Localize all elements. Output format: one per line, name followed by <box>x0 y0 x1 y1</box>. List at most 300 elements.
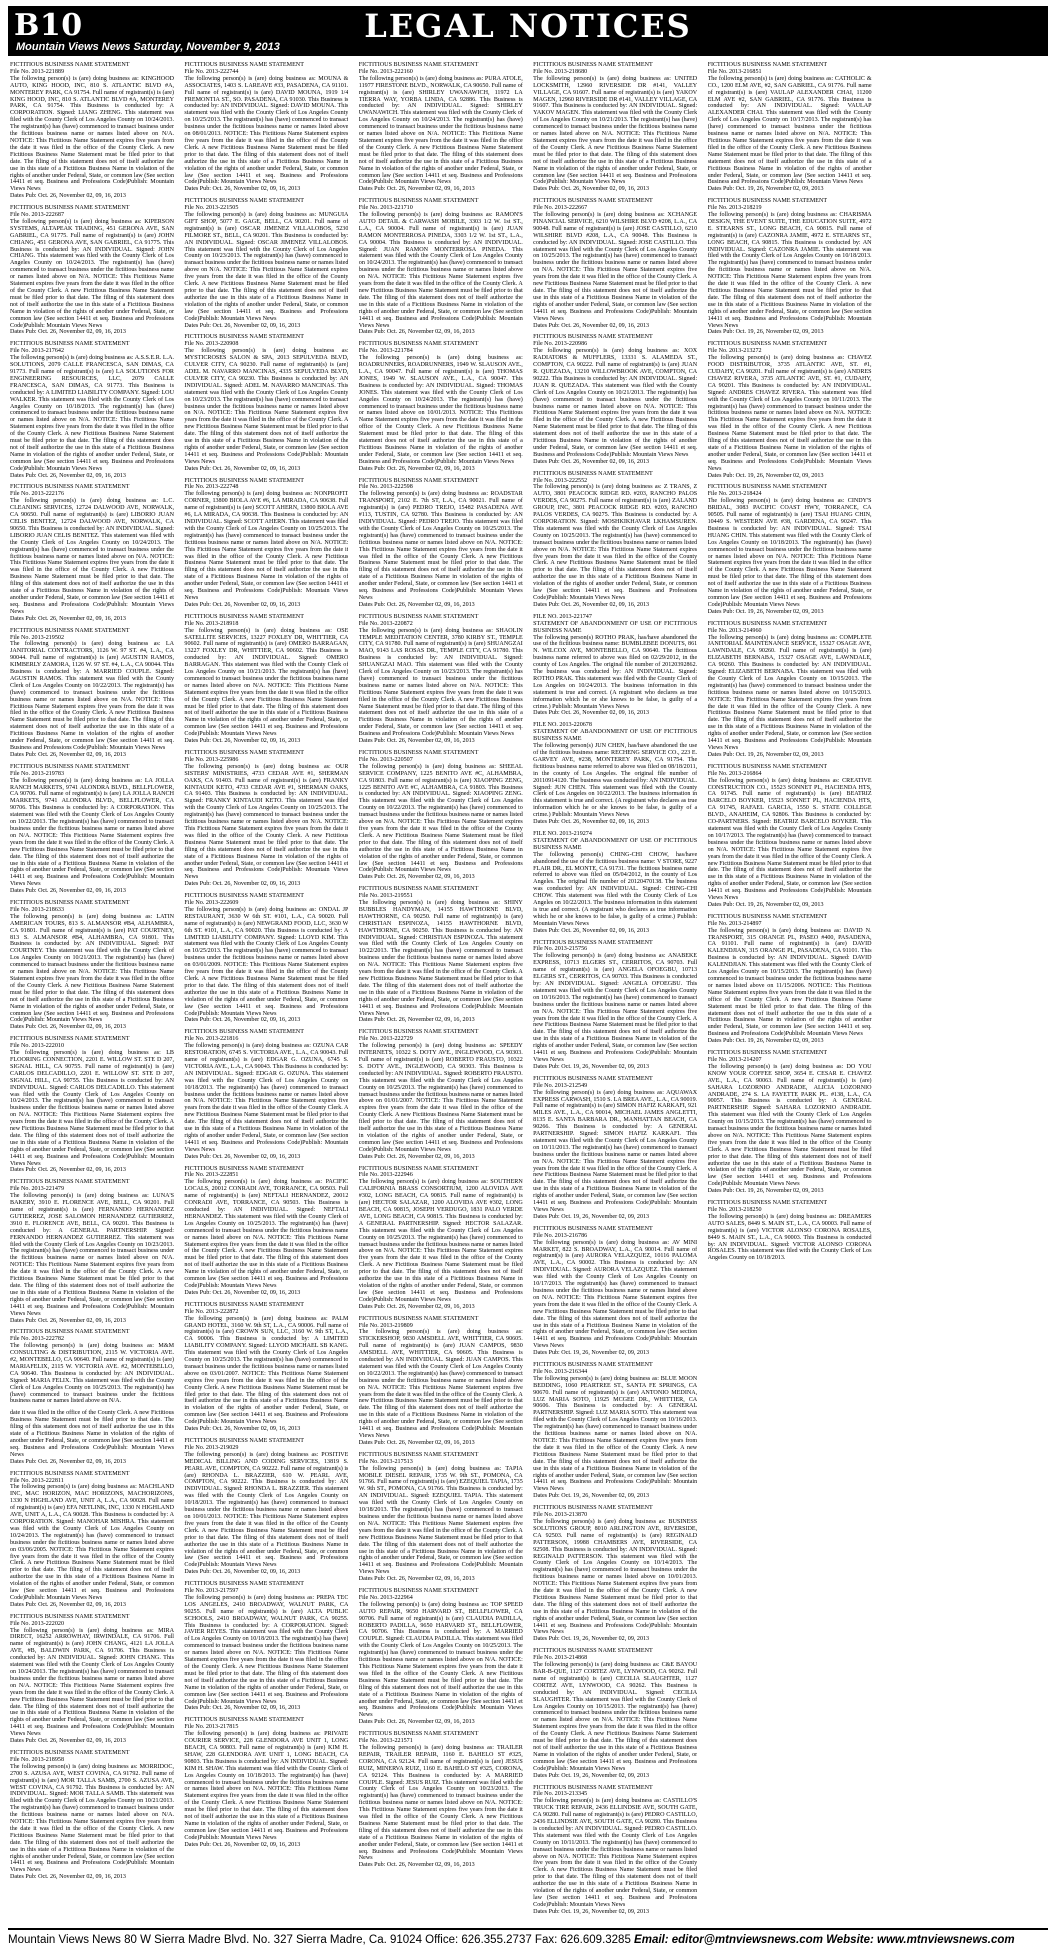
notice-heading: FICTITIOUS BUSINESS NAME STATEMENT <box>533 470 653 477</box>
notice-body: The following person(s) is (are) doing business as: LATIN AMERICAN TOURS, 813 S. ALMANSOR #B4, ALHAMBRA, CA 91801. Full name of registrant(s) is (are) PAT COURTNEY, 813 S. ALMANSOR #B4, ALHAMBRA, CA 91801. This Business is conducted by: AN INDIVIDUAL. Signed: PAT COURTNEY. This statement was filed with the County Clerk of Los Angeles County on 10/21/2013. The registrant(s) has (have) commenced to transact business under the fictitious business name or names listed above on N/A. NOTICE: This Fictitious Name Statement expires five years from the date it was filed in the office of the County Clerk. A new Fictitious Business Name Statement must be filed prior to that date. The filing of this statement does not of itself authorize the use in this state of a Fictitious Business Name in violation of the rights of another under Federal, State, or common law (See section 14411 et seq. Business and Professions Code)Publish: Mountain Views News <box>10 913 174 1024</box>
notice-pub-dates: Dates Pub: Oct. 26, November 02, 09, 16, 2013 <box>10 1738 126 1745</box>
notice-heading: FICTITIOUS BUSINESS NAME STATEMENT <box>533 1075 653 1082</box>
notice-pub-dates: Dates Pub: Oct. 26, November 02, 09, 16, 2013 <box>533 927 650 934</box>
legal-notice <box>533 940 697 1071</box>
legal-notice <box>359 341 523 472</box>
notice-file-number: File No. 2013-222964 <box>358 1594 413 1601</box>
notice-body: The following person(s) is (are) doing business as: C&E BAYOU BAR-B-QUE, 1127 CORTEZ AVE, LYNWOOD, CA 90262. Full name of registrant(s) is (are) CECILIA SLAUGHTER, 1127 CORTEZ AVE, LYNWOOD, CA 90262. This Business is conducted by: AN INDIVIDUAL. Signed: CECILIA SLAUGHTER. This statement was filed with the County Clerk of Los Angeles County on 10/15/2013. The registrant(s) has (have) commenced to transact business under the fictitious business name or names listed above on N/A. NOTICE: This Fictitious Name Statement expires five years from the date it was filed in the office of the County Clerk. A new Fictitious Business Name Statement must be filed prior to that date. The filing of this statement does not of itself authorize the use in this state of a Fictitious Business Name in violation of the rights of another under Federal, State, or common law (See section 14411 et seq. Business and Professions Code)Publish: Mountain Views News <box>533 1662 698 1772</box>
notice-pub-dates: Dates Pub: Oct. 26, November 02, 09, 16, 2013 <box>184 322 301 329</box>
notice-file-number: File No. 2013-219783 <box>10 770 64 777</box>
notice-body: The following person(s) is (are) doing business as: AV MINI MARKET, 822 S. BROADWAY, L.A., CA 90014. Full name of registrant(s) is (are) AURORA VELAZQUEZ, 10116 PALOMA AVE, L.A., CA 90002. This Business is conducted by: AN INDIVIDUAL. Signed: AURORA VELAZQUEZ. This statement was filed with the County Clerk of Los Angeles County on 10/17/2013. The registrant(s) has (have) commenced to transact business under the fictitious business name or names listed above on N/A. NOTICE: This Fictitious Name Statement expires five years from the date it was filed in the office of the County Clerk. A new Fictitious Business Name Statement must be filed prior to that date. The filing of this statement does not of itself authorize the use in this state of a Fictitious Business Name in violation of the rights of another under Federal, State, or common law (See section 14411 et seq. Business and Professions Code)Publish: Mountain Views News <box>533 1239 698 1350</box>
notice-body: The following person(s) is (are) doing business as: OZUNA CAR RESTORATION, 6745 S. VICTORIA AVE., L.A., CA 90043. Full name of registrant(s) is (are) EDGAR G. OZUNA, 6745 S. VICTORIA AVE., L.A., CA 90043. This Business is conducted by: AN INDIVIDUAL. Signed: EDGAR G. OZUNA. This statement was filed with the County Clerk of Los Angeles County on 10/18/2013. The registrant(s) has (have) commenced to transact business under the fictitious business name or names listed above on N/A. NOTICE: This Fictitious Name Statement expires five years from the date it was filed in the office of the County Clerk. A new Fictitious Business Name Statement must be filed prior to that date. The filing of this statement does not of itself authorize the use in this state of a Fictitious Business Name in violation of the rights of another under Federal, State, or common law (See section 14411 et seq. Business and Professions Code)Publish: Mountain Views News <box>184 1043 349 1153</box>
notice-file-number: File No. 2013-222552 <box>533 477 588 484</box>
notice-heading: FICTITIOUS BUSINESS NAME STATEMENT <box>10 62 130 68</box>
notice-heading: FICTITIOUS BUSINESS NAME STATEMENT <box>10 1329 130 1336</box>
notice-heading: FICTITIOUS BUSINESS NAME STATEMENT <box>533 939 653 946</box>
notice-file-number: File No. 2013-220507 <box>358 756 413 763</box>
masthead <box>8 6 1048 56</box>
legal-notice <box>359 750 523 881</box>
legal-notice <box>10 205 174 336</box>
legal-notice <box>10 1410 174 1465</box>
notice-body: The following person(s) is (are) doing business as: SPEEDY INTERNETS, 10322 S. DOTY AVE., INGLEWOOD, CA 90303. Full name of registrant(s) is (are) ROBERTO FRAUSTO, 10322 S. DOTY AVE., INGLEWOOD, CA 90303. This Business is conducted by: AN INDIVIDUAL. Signed: ROBERTO FRAUSTO. This statement was filed with the County Clerk of Los Angeles County on 10/25/2013. The registrant(s) has (have) commenced to transact business under the fictitious business name or names listed above on 01/01/2007. NOTICE: This Fictitious Name Statement expires five years from the date it was filed in the office of the County Clerk. A new Fictitious Business Name Statement must be filed prior to that date. The filing of this statement does not of itself authorize the use in this state of a Fictitious Business Name in violation of the rights of another under Federal, State, or common law (See section 14411 et seq. Business and Professions Code)Publish: Mountain Views News <box>358 1043 523 1153</box>
legal-notice <box>10 341 174 479</box>
legal-notice <box>708 484 872 615</box>
notice-file-number: File No. 2013-217642 <box>10 348 64 355</box>
notice-body: The following person(s) is (are) doing business as: PRIVATE COURIER SERVICE, 228 GLENDORA AVE UNIT 1, LONG BEACH, CA 90803. Full name of registrant(s) is (are) KIM H. SHAW, 228 GLENDORA AVE UNIT 1, LONG BEACH, CA 90803. This Business is conducted by: AN INDIVIDUAL. Signed: KIM H. SHAW. This statement was filed with the County Clerk of Los Angeles County on 10/18/2013. The registrant(s) has (have) commenced to transact business under the fictitious business name or names listed above on N/A. NOTICE: This Fictitious Name Statement expires five years from the date it was filed in the office of the County Clerk. A new Fictitious Business Name Statement must be filed prior to that date. The filing of this statement does not of itself authorize the use in this state of a Fictitious Business Name in violation of the rights of another under Federal, State, or common law (See section 14411 et seq. Business and Professions Code)Publish: Mountain Views News <box>184 1731 349 1841</box>
notice-body: The following person(s) is (are) doing business as: L.C. CLEANING SERVICES, 12724 DALWOOD AVE, NORWALK, CA 90650. Full name of registrant(s) is (are) LIBORIO JUAN CELIS BENITEZ, 12724 DALWOOD AVE, NORWALK, CA 90650. This Business is conducted by: AN INDIVIDUAL. Signed: LIBORIO JUAN CELIS BENITEZ. This statement was filed with the County Clerk of Los Angeles County on 10/24/2013. The registrant(s) has (have) commenced to transact business under the fictitious business name or names listed above on N/A. NOTICE: This Fictitious Name Statement expires five years from the date it was filed in the office of the County Clerk. A new Fictitious Business Name Statement must be filed prior to that date. The filing of this statement does not of itself authorize the use in this state of a Fictitious Business Name in violation of the rights of another under Federal, State, or common law (See section 14411 et seq. Business and Professions Code)Publish: Mountain Views News <box>10 498 174 615</box>
notice-heading: FICTITIOUS BUSINESS NAME STATEMENT <box>707 1200 828 1207</box>
notice-file-number: File No. 2013-222729 <box>358 1036 413 1043</box>
notice-pub-dates: Dates Pub: Oct. 26, November 02, 09, 16, 2013 <box>533 322 650 329</box>
notice-body: The following person(s) is (are) doing business as: OUR SISTERS' MINISTRIES, 4733 CEDAR AVE #1, SHERMAN OAKS, CA 91403. Full name of registrant(s) is (are) FRANKY KINTAUDI KETO, 4733 CEDAR AVE #1, SHERMAN OAKS, CA 91403. This Business is conducted by: AN INDIVIDUAL. Signed: FRANKY KINTAUDI KETO. This statement was filed with the County Clerk of Los Angeles County on 10/25/2013. The registrant(s) has (have) commenced to transact business under the fictitious business name or names listed above on N/A. NOTICE: This Fictitious Name Statement expires five years from the date it was filed in the office of the County Clerk. A new Fictitious Business Name Statement must be filed prior to that date. The filing of this statement does not of itself authorize the use in this state of a Fictitious Business Name in violation of the rights of another under Federal, State, or common law (See section 14411 et seq. Business and Professions Code)Publish: Mountain Views News <box>184 763 349 881</box>
legal-notice <box>708 198 872 336</box>
notice-pub-dates: Dates Pub: Oct. 19, 26, November 02, 09, 2013 <box>707 751 824 758</box>
notice-file-number: File No. 2013-221505 <box>184 205 239 212</box>
notice-pub-dates: Dates Pub: Oct. 26, November 02, 09, 16, 2013 <box>358 1862 475 1869</box>
notice-body: The following person(s) is (are) doing business as: KIPERSON SYSTEMS, ALTAPEAK TRADING, 451 GERONA AVE, SAN GABRIEL, CA 91775. Full name of registrant(s) is (are) JOHN CHIANG, 451 GERONA AVE, SAN GABRIEL, CA 91775. This Business is conducted by: AN INDIVIDUAL. Signed: JOHN CHIANG. This statement was filed with the County Clerk of Los Angeles County on 10/24/2013. The registrant(s) has (have) commenced to transact business under the fictitious business name or names listed above on N/A. NOTICE: This Fictitious Name Statement expires five years from the date it was filed in the office of the County Clerk. A new Fictitious Business Name Statement must be filed prior to that date. The filing of this statement does not of itself authorize the use in this state of a Fictitious Business Name in violation of the rights of another under Federal, State, or common law (See section 14411 et seq. Business and Professions Code)Publish: Mountain Views News <box>10 218 174 329</box>
legal-notice <box>708 621 872 759</box>
notice-file-number: File No. 2013-222667 <box>533 205 588 212</box>
notice-body: The following person(s) is (are) doing business as: LB FLOORING CONNECTION, 2201 E. WILLOW ST. STE D 207, SIGNAL HILL, CA 90755. Full name of registrant(s) is (are) CARLOS DELCADILLO, 2201 E. WILLOW ST. STE D 207, SIGNAL HILL, CA 90755. This Business is conducted by: AN INDIVIDUAL. Signed: CARLOS DELCADILLO. This statement was filed with the County Clerk of Los Angeles County on 10/24/2013. The registrant(s) has (have) commenced to transact business under the fictitious business name or names listed above on N/A. NOTICE: This Fictitious Name Statement expires five years from the date it was filed in the office of the County Clerk. A new Fictitious Business Name Statement must be filed prior to that date. The filing of this statement does not of itself authorize the use in this state of a Fictitious Business Name in violation of the rights of another under Federal, State, or common law (See section 14411 et seq. Business and Professions Code)Publish: Mountain Views News <box>10 1050 174 1167</box>
publication-line: Mountain Views News Saturday, November 9, 2013 <box>16 41 280 53</box>
notice-heading: FICTITIOUS BUSINESS NAME STATEMENT <box>10 1470 130 1477</box>
notice-pub-dates: Dates Pub: Oct. 26, November 02, 09, 16, 2013 <box>358 1153 475 1160</box>
notice-pub-dates: Dates Pub: Oct. 19, 26, November 02, 09, 2013 <box>707 901 824 908</box>
notice-heading: FICTITIOUS BUSINESS NAME STATEMENT <box>358 62 479 68</box>
notice-body: The following person(s) is (are) doing business as: M&M CONSULTING & DISTRIBUTION, 2115 W. VICTORIA AVE. #2, MONTEBELLO, CA 90640. Full name of registrant(s) is (are) MARIAFELIX, 2115 W. VICTORIA AVE. #2, MONTEBELLO, CA 90640. This Business is conducted by: AN INDIVIDUAL. Signed: MARIA FELIX. This statement was filed with the County Clerk of Los Angeles County on 10/25/2013. The registrant(s) has (have) commenced to transact business under the fictitious business name or names listed above on N/A. <box>10 1343 174 1405</box>
notice-pub-dates: Dates Pub: Oct. 26, November 02, 09, 16, 2013 <box>358 329 475 336</box>
notice-body: The following person(s) is (are) doing business as: OSE SATELLITE SERVICES, 13227 FOXLEY DR, WHITTIER, CA 90602. Full name of registrant(s) is (are) OMERO BARRAGAN, 13227 FOXLEY DR, WHITTIER, CA 90602. This Business is conducted by: AN INDIVIDUAL. Signed: OMERO BARRAGAN. This statement was filed with the County Clerk of Los Angeles County on 10/21/2013. The registrant(s) has (have) commenced to transact business under the fictitious business name or names listed above on N/A. NOTICE: This Fictitious Name Statement expires five years from the date it was filed in the office of the County Clerk. A new Fictitious Business Name Statement must be filed prior to that date. The filing of this statement does not of itself authorize the use in this state of a Fictitious Business Name in violation of the rights of another under Federal, State, or common law (See section 14411 et seq. Business and Professions Code)Publish: Mountain Views News <box>184 627 349 738</box>
notice-pub-dates: Dates Pub: Oct. 26, November 02, 09, 16, 2013 <box>184 465 301 472</box>
notice-file-number: File No. 2013-222010 <box>10 1043 64 1050</box>
notice-body: The following person(s) is (are) doing business as: DO YOU KNOW YOUR COFFEE SHOP, 3654 E. CESAR E. CHAVEZ AVE., L.A., CA 90063. Full name of registrant(s) is (are) SAHARA LOZORNIO ANDRADE, ALICIA LOZORNIO ANDRADE, 274 S. LA FAYETTE PARK PL. #138, L.A., CA 90057. This Business is conducted by: A GENERAL PARTNERSHIP. Signed: SAHARA LOZORNIO ANDRADE. This statement was filed with the County Clerk of Los Angeles County on 10/15/2013. The registrant(s) has (have) commenced to transact business under the fictitious business name or names listed above on N/A. NOTICE: This Fictitious Name Statement expires five years from the date it was filed in the office of the County Clerk. A new Fictitious Business Name Statement must be filed prior to that date. The filing of this statement does not of itself authorize the use in this state of a Fictitious Business Name in violation of the rights of another under Federal, State, or common law (See section 14411 et seq. Business and Professions Code)Publish: Mountain Views News <box>707 1063 872 1188</box>
notice-pub-dates: Dates Pub: Oct. 26, November 02, 09, 16, 2013 <box>184 1705 301 1712</box>
notice-heading: FICTITIOUS BUSINESS NAME STATEMENT <box>10 1036 130 1043</box>
notice-pub-dates: Dates Pub: Oct. 26, November 02, 09, 16, 2013 <box>358 186 475 193</box>
notice-heading: FILE NO. 2013-221747 <box>533 613 592 620</box>
notice-body: The following person(s) is (are) doing business as: SHAOLIN TEMPLE MEDITATION CENTER, 3780 KIRBY ST., TEMPLE CITY, CA 91780. Full name of registrant(s) is (are) SHUANGZAI MAO, 9143 LAS ROSAS DR., TEMPLE CITY, CA 91780. This Business is conducted by: AN INDIVIDUAL. Signed: SHUANGZAI MAO. This statement was filed with the County Clerk of Los Angeles County on 10/23/2013. The registrant(s) has (have) commenced to transact business under the fictitious business name or names listed above on N/A. NOTICE: This Fictitious Name Statement expires five years from the date it was filed in the office of the County Clerk. A new Fictitious Business Name Statement must be filed prior to that date. The filing of this statement does not of itself authorize the use in this state of a Fictitious Business Name in violation of the rights of another under Federal, State, or common law (See section 14411 et seq. Business and Professions Code)Publish: Mountain Views News <box>358 627 523 738</box>
notice-body: The following person(s) is (are) doing business as: MORRIDOC, 2700 S. AZUSA AVE, WEST COVINA, CA 91792. Full name of registrant(s) is (are) MOR TALLA SAMB, 2700 S. AZUSA AVE, WEST COVINA, CA 91792. This Business is conducted by: AN INDIVIDUAL. Signed: MOR TALLA SAMB. This statement was filed with the County Clerk of Los Angeles County on 10/21/2013. The registrant(s) has (have) commenced to transact business under the fictitious business name or names listed above on N/A. NOTICE: This Fictitious Name Statement expires five years from the date it was filed in the office of the County Clerk. A new Fictitious Business Name Statement must be filed prior to that date. The filing of this statement does not of itself authorize the use in this state of a Fictitious Business Name in violation of the rights of another under Federal, State, or common law (See section 14411 et seq. Business and Professions Code)Publish: Mountain Views News <box>10 1763 174 1874</box>
notice-pub-dates: Dates Pub: Oct. 19, 26, November 02, 09, 2013 <box>707 608 824 615</box>
section-title: LEGAL NOTICES <box>364 7 692 45</box>
notice-file-number: File No. 2013-218250 <box>707 1207 762 1213</box>
notice-pub-dates: Dates Pub: Oct. 19, 26, November 02, 09, 2013 <box>707 1038 824 1045</box>
notice-pub-dates: Dates Pub: Oct. 19, 26, November 02, 09, 2013 <box>533 1063 650 1070</box>
legal-notice <box>10 62 174 200</box>
notice-body: The following person(s) ROTHO PRAK, has/have abandoned the use of the fictitious business name: BUMBLEBEE DONUTS, 861 N. WILCOX AVE, MONTEBELLO, CA 90640. The fictitious business name referred to above was filed on 02/29/2012, in the county of Los Angeles. The original file number of 20120392862. The business was conducted by: AN INDIVIDUAL. Signed: ROTHO PRAK. This statement was filed with the County Clerk of Los Angeles on 10/24/2013. The business information in this statement is true and correct. (A registrant who declares as true information which he or she knows to be false, is guilty of a crime.) Publish: Mountain Views News <box>533 634 698 710</box>
legal-notice <box>533 1362 697 1500</box>
notice-body: The following person(s) is (are) doing business as: LA JOLLA RANCH MARKETS, 9741 ALONDRA BLVD., BELLFLOWER, CA 90706. Full name of registrant(s) is (are) LA JOLLA RANCH MARKETS, 9741 ALONDRA BLVD., BELLFLOWER, CA 90706. This Business is conducted by: A CORPORATION. This statement was filed with the County Clerk of Los Angeles County on 10/22/2013. The registrant(s) has (have) commenced to transact business under the fictitious business name or names listed above on N/A. NOTICE: This Fictitious Name Statement expires five years from the date it was filed in the office of the County Clerk. A new Fictitious Business Name Statement must be filed prior to that date. The filing of this statement does not of itself authorize the use in this state of a Fictitious Business Name in violation of the rights of another under Federal, State, or common law (See section 14411 et seq. Business and Professions Code)Publish: Mountain Views News <box>10 777 174 888</box>
notice-heading: FICTITIOUS BUSINESS NAME STATEMENT <box>358 613 479 620</box>
legal-notice <box>10 900 174 1031</box>
notice-pub-dates: Dates Pub: Oct. 26, November 02, 09, 16, 2013 <box>184 738 301 745</box>
notice-file-number: File No. 2013-221784 <box>358 348 413 355</box>
notice-body: The following person(s) is (are) doing business as: TAPIA MOBILE DIESEL REPAIR, 1735 W. 9th ST., POMONA, CA 91766. Full name of registrant(s) is (are) EZEQUIEL TAPIA, 1735 W. 9th ST., POMONA, CA 91766. This Business is conducted by: AN INDIVIDUAL. Signed: EZEQUIEL TAPIA. This statement was filed with the County Clerk of Los Angeles County on 10/18/2013. The registrant(s) has (have) commenced to transact business under the fictitious business name or names listed above on N/A. NOTICE: This Fictitious Name Statement expires five years from the date it was filed in the office of the County Clerk. A new Fictitious Business Name Statement must be filed prior to that date. The filing of this statement does not of itself authorize the use in this state of a Fictitious Business Name in violation of the rights of another under Federal, State, or common law (See section 14411 et seq. Business and Professions Code)Publish: Mountain Views News <box>358 1465 523 1576</box>
legal-notice <box>184 334 348 472</box>
notice-heading: FICTITIOUS BUSINESS NAME STATEMENT <box>184 477 304 484</box>
notice-heading: FICTITIOUS BUSINESS NAME STATEMENT <box>184 1581 304 1588</box>
page-number: B10 <box>14 8 83 43</box>
notice-file-number: File No. 2013-217597 <box>184 1588 239 1595</box>
notice-pub-dates: Dates Pub: Oct. 26, November 02, 09, 16, 2013 <box>10 1167 126 1174</box>
legal-notice <box>359 62 523 193</box>
notice-body: The following person(s) is (are) doing business as: UNITED LOCKSMITH, 12960 RIVERSIDE DR #141, VALLEY VILLAGE, CA 91607. Full name of registrant(s) is (are) YAKOV MAGEN, 12960 RIVERSIDE DR #141, VALLEY VILLAGE, CA 91607. This Business is conducted by: AN INDIVIDUAL. Signed: YAKOV MAGEN. This statement was filed with the County Clerk of Los Angeles County on 10/21/2013. The registrant(s) has (have) commenced to transact business under the fictitious business name or names listed above on N/A. NOTICE: This Fictitious Name Statement expires five years from the date it was filed in the office of the County Clerk. A new Fictitious Business Name Statement must be filed prior to that date. The filing of this statement does not of itself authorize the use in this state of a Fictitious Business Name in violation of the rights of another under Federal, State, or common law (See section 14411 et seq. Business and Professions Code)Publish: Mountain Views News <box>533 75 698 186</box>
notice-pub-dates: Dates Pub: Oct. 26, November 02, 09, 16, 2013 <box>184 1426 301 1433</box>
notice-file-number: File No. 2013-221571 <box>358 1738 413 1745</box>
notice-heading: FICTITIOUS BUSINESS NAME STATEMENT <box>358 1451 479 1458</box>
notice-file-number: File No. 2013-220908 <box>184 341 239 348</box>
notice-pub-dates: Dates Pub: Oct. 26, November 02, 09, 16, 2013 <box>358 601 475 608</box>
notice-body: The following person(s) is (are) doing business as: NONPROFIT CORNER, 13800 BIOLA AVE #6, LA MIRADA, CA 90638. Full name of registrant(s) is (are) SCOTT AHERN, 13800 BIOLA AVE #6, LA MIRADA, CA 90638. This Business is conducted by: AN INDIVIDUAL. Signed: SCOTT AHERN. This statement was filed with the County Clerk of Los Angeles County on 10/25/2013. The registrant(s) has (have) commenced to transact business under the fictitious business name or names listed above on N/A. NOTICE: This Fictitious Name Statement expires five years from the date it was filed in the office of the County Clerk. A new Fictitious Business Name Statement must be filed prior to that date. The filing of this statement does not of itself authorize the use in this state of a Fictitious Business Name in violation of the rights of another under Federal, State, or common law (See section 14411 et seq. Business and Professions Code)Publish: Mountain Views News <box>184 491 349 601</box>
notice-body: The following person(s) is (are) doing business as: CHARISMA DESIGN, THE EVENT SUITE, THE EDUCATION SUITE, 4972 E. STEARNS ST., LONG BEACH, CA 90815. Full name of registrant(s) is (are) CAZONRA JAMIE, 4972 E. STEARNS ST., LONG BEACH, CA 90815. This Business is conducted by: AN INDIVIDUAL. Signed: CAZONRA JAMIE. This statement was filed with the County Clerk of Los Angeles County on 10/18/2013. The registrant(s) has (have) commenced to transact business under the fictitious business name or names listed above on N/A. NOTICE: This Fictitious Name Statement expires five years from the date it was filed in the office of the County Clerk. A new Fictitious Business Name Statement must be filed prior to that date. The filing of this statement does not of itself authorize the use in this state of a Fictitious Business Name in violation of the rights of another under Federal, State, or common law (See section 14411 et seq. Business and Professions Code)Publish: Mountain Views News <box>707 212 872 329</box>
notice-pub-dates: Dates Pub: Oct. 26, November 02, 09, 16, 2013 <box>533 710 650 717</box>
notice-heading: FICTITIOUS BUSINESS NAME STATEMENT <box>707 484 828 491</box>
notice-file-number: File No. 2013-217815 <box>184 1724 239 1731</box>
notice-pub-dates: Dates Pub: Oct. 26, November 02, 09, 16, 2013 <box>10 472 126 479</box>
notice-pub-dates: Dates Pub: Oct. 26, November 02, 09, 16, 2013 <box>533 186 650 193</box>
notice-heading: FICTITIOUS BUSINESS NAME STATEMENT <box>10 484 130 491</box>
legal-notice <box>184 614 348 745</box>
notice-heading: FICTITIOUS BUSINESS NAME STATEMENT <box>533 1362 653 1369</box>
legal-notice <box>184 1717 348 1848</box>
notice-heading: FICTITIOUS BUSINESS NAME STATEMENT <box>358 1029 479 1036</box>
legal-notice <box>10 1614 174 1745</box>
notice-heading: FICTITIOUS BUSINESS NAME STATEMENT <box>184 1438 304 1444</box>
notice-heading: FICTITIOUS BUSINESS NAME STATEMENT <box>707 1050 828 1057</box>
notice-columns <box>10 62 1046 1922</box>
notice-file-number: File No. 2013-222851 <box>184 1172 239 1179</box>
notice-body: The following person(s) is (are) doing business as: TRAILER REPAIR, TRAILER REPAIR, 1160 E. BAHELO ST #325, CORONA, CA 92124. Full name of registrant(s) is (are) JESUS RUIZ, MINERVA RUIZ, 1160 E. BAHELO ST #325, CORONA, CA 92124. This Business is conducted by: A MARRIED COUPLE. Signed: JESUS RUIZ. This statement was filed with the County Clerk of Los Angeles County on 10/23/2013. The registrant(s) has (have) commenced to transact business under the fictitious business name or names listed above on N/A. NOTICE: This Fictitious Name Statement expires five years from the date it was filed in the office of the County Clerk. A new Fictitious Business Name Statement must be filed prior to that date. The filing of this statement does not of itself authorize the use in this state of a Fictitious Business Name in violation of the rights of another under Federal, State, or common law (See section 14411 et seq. Business and Professions Code)Publish: Mountain Views News <box>358 1744 523 1862</box>
notice-file-number: File No. 2013-222782 <box>10 1336 64 1343</box>
notice-body: The following person(s) is (are) doing business as: DREAMERS AUTO SALES, 8449 S. MAIN ST., L.A., CA 90003. Full name of registrant(s) is (are) VICTOR ALONSO CORONA ROSALES, 8449 S. MAIN ST., L.A., CA 90003. This Business is conducted by: AN INDIVIDUAL. Signed: VICTOR ALONSO CORONA ROSALES. This statement was filed with the County Clerk of Los Angeles County on 10/18/2013. <box>707 1213 872 1262</box>
notice-pub-dates: Dates Pub: Oct. 26, November 02, 09, 16, 2013 <box>10 193 126 200</box>
notice-pub-dates: Dates Pub: Oct. 26, November 02, 09, 16, 2013 <box>358 874 475 881</box>
notice-file-number: File No. 2013-216786 <box>533 1232 588 1239</box>
notice-body: The following person(s) is (are) doing business as: PREPA TEC LOS ANGELES, 2410 BROADWAY, WALNUT PARK, CA 90255. Full name of registrant(s) is (are) ALTA PUBLIC SCHOOLS, 2410 BROADWAY, WALNUT PARK, CA 90255. This Business is conducted by: A CORPORATION. Signed: JAVIER REYES. This statement was filed with the County Clerk of Los Angeles County on 10/18/2013. The registrant(s) has (have) commenced to transact business under the fictitious business name or names listed above on N/A. NOTICE: This Fictitious Name Statement expires five years from the date it was filed in the office of the County Clerk. A new Fictitious Business Name Statement must be filed prior to that date. The filing of this statement does not of itself authorize the use in this state of a Fictitious Business Name in violation of the rights of another under Federal, State, or common law (See section 14411 et seq. Business and Professions Code)Publish: Mountain Views News <box>184 1594 349 1705</box>
legal-notice <box>533 471 697 609</box>
notice-body: The following person(s) is (are) doing business as: CASTILLO'S TRUCK TIRE REPAIR, 2436 ELLINDSIE AVE, SOUTH GATE, CA 90280. Full name of registrant(s) is (are) PEDRO CASTILLO, 2436 ELLINDSIE AVE, SOUTH GATE, CA 90280. This Business is conducted by: AN INDIVIDUAL. Signed: PEDRO CASTILLO. This statement was filed with the County Clerk of Los Angeles County on 10/11/2013. The registrant(s) has (have) commenced to transact business under the fictitious business name or names listed above on N/A. NOTICE: This Fictitious Name Statement expires five years from the date it was filed in the office of the County Clerk. A new Fictitious Business Name Statement must be filed prior to that date. The filing of this statement does not of itself authorize the use in this state of a Fictitious Business Name in violation of the rights of another under Federal, State, or common law (See section 14411 et seq. Business and Professions Code)Publish: Mountain Views News <box>533 1798 698 1908</box>
notice-body: The following person(s) is (are) doing business as: SHEEAL SERVICE COMPANY, 1225 BENITO AVE #C, ALHAMBRA, CA 91803. Full name of registrant(s) is (are) XIAOPING ZENG, 1225 BENITO AVE #C, ALHAMBRA, CA 91803. This Business is conducted by: AN INDIVIDUAL. Signed: XIAOPING ZENG. This statement was filed with the County Clerk of Los Angeles County on 10/22/2013. The registrant(s) has (have) commenced to transact business under the fictitious business name or names listed above on N/A. NOTICE: This Fictitious Name Statement expires five years from the date it was filed in the office of the County Clerk. A new Fictitious Business Name Statement must be filed prior to that date. The filing of this statement does not of itself authorize the use in this state of a Fictitious Business Name in violation of the rights of another under Federal, State, or common law (See section 14411 et seq. Business and Professions Code)Publish: Mountain Views News <box>358 763 523 874</box>
notice-file-number: File No. 2013-212549 <box>533 1082 588 1089</box>
notice-heading: FICTITIOUS BUSINESS NAME STATEMENT <box>184 62 304 68</box>
notice-file-number: File No. 2013-218958 <box>10 1756 64 1763</box>
legal-notice <box>359 1452 523 1583</box>
notice-body: The following person(s) is (are) doing business as: XOX RADIATORS & MUFFLERS, 13331 S. ALAMEDA ST., COMPTON, CA 90222. Full name of registrant(s) is (are) JUAN R. QUEZADA, 13210 WILLOWBROOK AVE, COMPTON, CA 90222. This Business is conducted by: AN INDIVIDUAL. Signed: JUAN R. QUEZADA. This statement was filed with the County Clerk of Los Angeles County on 10/21/2013. The registrant(s) has (have) commenced to transact business under the fictitious business name or names listed above on N/A. NOTICE: This Fictitious Name Statement expires five years from the date it was filed in the office of the County Clerk. A new Fictitious Business Name Statement must be filed prior to that date. The filing of this statement does not of itself authorize the use in this state of a Fictitious Business Name in violation of the rights of another under Federal, State, or common law (See section 14411 et seq. Business and Professions Code)Publish: Mountain Views News <box>533 348 698 458</box>
notice-pub-dates: Dates Pub: Oct. 26, November 02, 09, 16, 2013 <box>358 1719 475 1726</box>
legal-notice <box>10 628 174 759</box>
legal-notice <box>533 1076 697 1221</box>
legal-notice <box>10 1471 174 1609</box>
notice-file-number: File No. 2013-222020 <box>10 1620 64 1627</box>
notice-file-number: File No. 2013-218680 <box>533 68 588 75</box>
legal-notice <box>359 1316 523 1447</box>
notice-heading: FICTITIOUS BUSINESS NAME STATEMENT <box>533 1784 653 1791</box>
notice-file-number: File No. 2013-222748 <box>184 484 239 491</box>
notice-file-number: File No. 2013-219551 <box>358 893 413 900</box>
notice-pub-dates: Dates Pub: Oct. 26, November 02, 09, 16, 2013 <box>184 1153 301 1160</box>
column-5 <box>708 62 872 1922</box>
legal-notice <box>708 914 872 1045</box>
notice-file-number: File No. 2013-213870 <box>533 1512 588 1519</box>
notice-file-number: File No. 2013-222811 <box>10 1477 64 1484</box>
notice-file-number: File No. 2013-218918 <box>184 620 239 627</box>
notice-pub-dates: Dates Pub: Oct. 19, 26, November 02, 09, 2013 <box>707 1188 824 1195</box>
notice-body: The following person(s) is (are) doing business as: MYSTICROSES SALON & SPA, 2013 SEPULVEDA BLVD, CULVER CITY, CA 90230. Full name of registrant(s) is (are) ADEL M. NAVARRO MANCINAS, 4335 SEPULVEDA BLVD, CULVER CITY, CA 90230. This Business is conducted by: AN INDIVIDUAL. Signed: ADEL M. NAVARRO MANCINAS. This statement was filed with the County Clerk of Los Angeles County on 10/23/2013. The registrant(s) has (have) commenced to transact business under the fictitious business name or names listed above on N/A. NOTICE: This Fictitious Name Statement expires five years from the date it was filed in the office of the County Clerk. A new Fictitious Business Name Statement must be filed prior to that date. The filing of this statement does not of itself authorize the use in this state of a Fictitious Business Name in violation of the rights of another under Federal, State, or common law (See section 14411 et seq. Business and Professions Code)Publish: Mountain Views News <box>184 348 349 465</box>
legal-notice <box>533 722 697 826</box>
legal-notice <box>184 1438 348 1576</box>
notice-pub-dates: Dates Pub: Oct. 19, 26, November 02, 09, 2013 <box>707 472 824 479</box>
notice-file-number: File No. 2013-222598 <box>358 484 413 491</box>
notice-body: The following person(s) is (are) doing business as: MACHLAND INC, MAC HORIZON, MAC HORIZONS, MACHORIZONS, 1330 N HIGHLAND AVE, UNIT A, L.A., CA 90028. Full name of registrant(s) is (are) EFA NETLINK, INC, 1330 N HIGHLAND AVE, UNIT A, L.A., CA 90028. This Business is conducted by: A CORPORATION. Signed: MANOHAR MISHRA. This statement was filed with the County Clerk of Los Angeles County on 10/24/2013. The registrant(s) has (have) commenced to transact business under the fictitious business name or names listed above on 03/06/2005. NOTICE: This Fictitious Name Statement expires five years from the date it was filed in the office of the County Clerk. A new Fictitious Business Name Statement must be filed prior to that date. The filing of this statement does not of itself authorize the use in this state of a Fictitious Business Name in violation of the rights of another under Federal, State, or common law (See section 14411 et seq. Business and Professions Code)Publish: Mountain Views News <box>10 1484 174 1601</box>
notice-heading: FICTITIOUS BUSINESS NAME STATEMENT <box>10 627 130 634</box>
notice-heading: FICTITIOUS BUSINESS NAME STATEMENT <box>358 1588 479 1595</box>
notice-body: The following person(s) is (are) doing business as: ROADSTAR TRANSPORT, 2102 E. 7th ST, L.A., CA 90021. Full name of registrant(s) is (are) PEDRO TREJO, 15482 PASADENA AVE #113, TUSTIN, CA 92780. This Business is conducted by: AN INDIVIDUAL. Signed: PEDRO TREJO. This statement was filed with the County Clerk of Los Angeles County on 10/25/2013. The registrant(s) has (have) commenced to transact business under the fictitious business name or names listed above on N/A. NOTICE: This Fictitious Name Statement expires five years from the date it was filed in the office of the County Clerk. A new Fictitious Business Name Statement must be filed prior to that date. The filing of this statement does not of itself authorize the use in this state of a Fictitious Business Name in violation of the rights of another under Federal, State, or common law (See section 14411 et seq. Business and Professions Code)Publish: Mountain Views News <box>358 491 523 601</box>
notice-body: The following person(s) is (are) doing business as: BLUE MOON BEDDING, 1060 PEARTREE ST., SANTA FE SPRINGS, CA 90670. Full name of registrant(s) is (are) ANTONIO MEDINA, LUZ MARIA SOTO, 11925 MCGEE DR., WHITTIER, CA 90606. This Business is conducted by: A GENERAL PARTNERSHIP. Signed: LUZ MARIA SOTO. This statement was filed with the County Clerk of Los Angeles County on 10/16/2013. The registrant(s) has (have) commenced to transact business under the fictitious business name or names listed above on N/A. NOTICE: This Fictitious Name Statement expires five years from the date it was filed in the office of the County Clerk. A new Fictitious Business Name Statement must be filed prior to that date. The filing of this statement does not of itself authorize the use in this state of a Fictitious Business Name in violation of the rights of another under Federal, State, or common law (See section 14411 et seq. Business and Professions Code)Publish: Mountain Views News <box>533 1375 698 1493</box>
legal-notice <box>184 1029 348 1160</box>
notice-file-number: File No. 2013-213345 <box>533 1791 588 1798</box>
notice-file-number: File No. 2013-218633 <box>10 906 64 913</box>
notice-file-number: File No. 2013-222872 <box>184 1308 239 1315</box>
notice-body: The following person(s) is (are) doing business as: PACIFIC LOCALS, 20012 CONRADI AVE, TORRANCE, CA 90503. Full name of registrant(s) is (are) NEFTALI HERNANDEZ, 20012 CONRADI AVE, TORRANCE, CA 90503. This Business is conducted by: AN INDIVIDUAL. Signed: NEFTALI HERNANDEZ. This statement was filed with the County Clerk of Los Angeles County on 10/25/2013. The registrant(s) has (have) commenced to transact business under the fictitious business name or names listed above on N/A. NOTICE: This Fictitious Name Statement expires five years from the date it was filed in the office of the County Clerk. A new Fictitious Business Name Statement must be filed prior to that date. The filing of this statement does not of itself authorize the use in this state of a Fictitious Business Name in violation of the rights of another under Federal, State, or common law (See section 14411 et seq. Business and Professions Code)Publish: Mountain Views News <box>184 1179 349 1289</box>
legal-notice <box>359 1588 523 1726</box>
notice-file-number: File No. 2013-222609 <box>184 900 239 907</box>
notice-pub-dates: Dates Pub: Oct. 26, November 02, 09, 16, 2013 <box>358 1576 475 1583</box>
notice-heading: FICTITIOUS BUSINESS NAME STATEMENT <box>533 198 653 205</box>
notice-file-number: STATEMENT OF ABANDONMENT OF USE OF FICTITIOUS BUSINESS NAME <box>533 620 698 634</box>
notice-heading: FICTITIOUS BUSINESS NAME STATEMENT <box>10 1179 130 1186</box>
notice-heading: FICTITIOUS BUSINESS NAME STATEMENT <box>533 1648 653 1655</box>
notice-file-number: File No. 2013-219809 <box>358 1322 413 1329</box>
notice-body: The following person(s) is (are) doing business as: MIRA DIRECT, 16252 ARROWHAY, IRWINDALE, CA 91706. Full name of registrant(s) is (are) JOHN CHANG, 4121 LA JOLLA AVE, #B, BALDWIN PARK, CA 91706. This Business is conducted by: AN INDIVIDUAL. Signed: JOHN CHANG. This statement was filed with the County Clerk of Los Angeles County on 10/24/2013. The registrant(s) has (have) commenced to transact business under the fictitious business name or names listed above on N/A. NOTICE: This Fictitious Name Statement expires five years from the date it was filed in the office of the County Clerk. A new Fictitious Business Name Statement must be filed prior to that date. The filing of this statement does not of itself authorize the use in this state of a Fictitious Business Name in violation of the rights of another under Federal, State, or common law (See section 14411 et seq. Business and Professions Code)Publish: Mountain Views News <box>10 1627 174 1738</box>
notice-pub-dates: Dates Pub: Oct. 26, November 02, 09, 16, 2013 <box>184 186 301 193</box>
column-3 <box>359 62 523 1922</box>
notice-heading: FICTITIOUS BUSINESS NAME STATEMENT <box>184 893 304 900</box>
notice-heading: FICTITIOUS BUSINESS NAME STATEMENT <box>358 477 479 484</box>
notice-file-number: File No. 2013-219029 <box>184 1444 239 1451</box>
notice-pub-dates: Dates Pub: Oct. 26, November 02, 09, 16, 2013 <box>10 1024 126 1031</box>
legal-notice <box>708 1050 872 1195</box>
notice-pub-dates: Dates Pub: Oct. 19, 26, November 02, 09, 2013 <box>533 1772 650 1779</box>
legal-notice <box>359 1731 523 1869</box>
notice-body: The following person(s) is (are) doing business as: CHAVEZ FOOD DISTRIBUTOR, 3735 ATLANTIC AVE, ST. #1, CUDAHY, CA 90201. Full name of registrant(s) is (are) ANDRES CHAVEZ RIVERA, 3735 ATLANTIC AVE, ST. #1, CUDAHY, CA 90201. This Business is conducted by: AN INDIVIDUAL. Signed: ANDRES CHAVEZ RIVERA. This statement was filed with the County Clerk of Los Angeles County on 10/11/2013. The registrant(s) has (have) commenced to transact business under the fictitious business name or names listed above on N/A. NOTICE: This Fictitious Name Statement expires five years from the date it was filed in the office of the County Clerk. A new Fictitious Business Name Statement must be filed prior to that date. The filing of this statement does not of itself authorize the use in this state of a Fictitious Business Name in violation of the rights of another under Federal, State, or common law (See section 14411 et seq. Business and Professions Code)Publish: Mountain Views News <box>707 355 872 472</box>
legal-notice <box>184 198 348 329</box>
notice-file-number: File No. 2013-214960 <box>707 627 762 634</box>
legal-notice <box>184 1302 348 1433</box>
notice-heading: FICTITIOUS BUSINESS NAME STATEMENT <box>10 1613 130 1620</box>
column-2 <box>184 62 348 1922</box>
notice-body: The following person(s) CHING-CHI CHOW, has/have abandoned the use of the fictitious business name: V STORE, 9227 FLAIR DR., EL MONTE, CA 91731. The fictitious business name referred to above was filed on 05/04/2012, in the county of Los Angeles. The original file number of 20120470138. The business was conducted by: AN INDIVIDUAL. Signed: CHING-CHI CHOW. This statement was filed with the County Clerk of Los Angeles on 10/22/2013. The business information in this statement is true and correct. (A registrant who declares as true information which he or she knows to be false, is guilty of a crime.) Publish: Mountain Views News <box>533 851 698 927</box>
notice-pub-dates: Dates Pub: Oct. 26, November 02, 09, 16, 2013 <box>533 601 650 608</box>
notice-heading: FICTITIOUS BUSINESS NAME STATEMENT <box>184 613 304 620</box>
footer-contact: Email: editor@mtnviewsnews.com Website: www.mtnviewsnews.com <box>634 1934 1015 1946</box>
legal-notice <box>708 764 872 909</box>
legal-notice <box>10 764 174 895</box>
notice-pub-dates: Dates Pub: Oct. 19, 26, November 02, 09, 2013 <box>707 329 824 336</box>
notice-heading: FICTITIOUS BUSINESS NAME STATEMENT <box>358 1165 479 1172</box>
legal-notice <box>184 750 348 888</box>
notice-body: The following person(s) is (are) doing business as: PALM GRAND HOTEL, 3160 W. 9th ST, L.A., CA 90006. Full name of registrant(s) is (are) CROWN SUN, LLC, 3160 W. 9th ST, L.A., CA 90006. This Business is conducted by: A LIMITED LIABILITY COMPANY. Signed: LLYOD MICHAEL SB KANG. This statement was filed with the County Clerk of Los Angeles County on 10/25/2013. The registrant(s) has (have) commenced to transact business under the fictitious business name or names listed above on 03/01/2007. NOTICE: This Fictitious Name Statement expires five years from the date it was filed in the office of the County Clerk. A new Fictitious Business Name Statement must be filed prior to that date. The filing of this statement does not of itself authorize the use in this state of a Fictitious Business Name in violation of the rights of another under Federal, State, or common law (See section 14411 et seq. Business and Professions Code)Publish: Mountain Views News <box>184 1315 349 1426</box>
notice-pub-dates: Dates Pub: Oct. 19, 26, November 02, 09, 2013 <box>533 1350 650 1357</box>
notice-heading: FICTITIOUS BUSINESS NAME STATEMENT <box>358 1315 479 1322</box>
notice-file-number: STATEMENT OF ABANDONMENT OF USE OF FICTITIOUS BUSINESS NAME <box>533 729 698 743</box>
notice-pub-dates: Dates Pub: Oct. 26, November 02, 09, 16, 2013 <box>10 615 126 622</box>
notice-body: The following person(s) is (are) doing business as: LA JANITORIAL CONTRACTORS, 1126 W. 97 ST. #4, L.A., CA 90044. Full name of registrant(s) is (are) AGUSTIN RAMOS, KIMBERLY ZAMORA, 1126 W. 97 ST. #4, L.A., CA 90044. This Business is conducted by: A MARRIED COUPLE. Signed: AGUSTIN RAMOS. This statement was filed with the County Clerk of Los Angeles County on 10/22/2013. The registrant(s) has (have) commenced to transact business under the fictitious business name or names listed above on N/A. NOTICE: This Fictitious Name Statement expires five years from the date it was filed in the office of the County Clerk. A new Fictitious Business Name Statement must be filed prior to that date. The filing of this statement does not of itself authorize the use in this state of a Fictitious Business Name in violation of the rights of another under Federal, State, or common law (See section 14411 et seq. Business and Professions Code)Publish: Mountain Views News <box>10 641 174 751</box>
notice-body: The following person(s) is (are) doing business as: SOUTHERN CALIFORNIA BRASS CONSORTIUM, 1200 ALOVIDA AVE #302, LONG BEACH, CA 90815. Full name of registrant(s) is (are) HECTOR SALAZAR, 1200 ALOVIDA AVE #302, LONG BEACH, CA 90815, JOSEPH VERDUGO, 1831 PALO VERDE AVE, LONG BEACH, CA 90815. This Business is conducted by: A GENERAL PARTNERSHIP. Signed: HECTOR SALAZAR. This statement was filed with the County Clerk of Los Angeles County on 10/25/2013. The registrant(s) has (have) commenced to transact business under the fictitious business name or names listed above on N/A. NOTICE: This Fictitious Name Statement expires five years from the date it was filed in the office of the County Clerk. A new Fictitious Business Name Statement must be filed prior to that date. The filing of this statement does not of itself authorize the use in this state of a Fictitious Business Name in violation of the rights of another under Federal, State, or common law (See section 14411 et seq. Business and Professions Code)Publish: Mountain Views News <box>358 1179 523 1303</box>
column-6 <box>882 62 1046 1922</box>
notice-body: The following person(s) is (are) doing business as: STICKERSHOP, 9830 AMSDELL AVE, WHITTIER, CA 90605. Full name of registrant(s) is (are) JUAN CAMPOS, 9830 AMSDELL AVE, WHITTIER, CA 90605. This Business is conducted by: AN INDIVIDUAL. Signed: JUAN CAMPOS. This statement was filed with the County Clerk of Los Angeles County on 10/22/2013. The registrant(s) has (have) commenced to transact business under the fictitious business name or names listed above on N/A. NOTICE: This Fictitious Name Statement expires five years from the date it was filed in the office of the County Clerk. A new Fictitious Business Name Statement must be filed prior to that date. The filing of this statement does not of itself authorize the use in this state of a Fictitious Business Name in violation of the rights of another under Federal, State, or common law (See section 14411 et seq. Business and Professions Code)Publish: Mountain Views News <box>358 1329 523 1439</box>
legal-notice <box>184 62 348 193</box>
notice-pub-dates: Dates Pub: Oct. 26, November 02, 09, 16, 2013 <box>10 1601 126 1608</box>
notice-file-number: STATEMENT OF ABANDONMENT OF USE OF FICTITIOUS BUSINESS NAME <box>533 837 698 851</box>
notice-body: The following person(s) is (are) doing business as: POSITIVE MEDICAL BILLING AND CODING SERVICES, 13819 S. PEARL AVE, COMPTON, CA 90222. Full name of registrant(s) is (are) RHONDA L. BRAZZIER, 610 W. PEARL AVE, COMPTON, CA 90222. This Business is conducted by: AN INDIVIDUAL. Signed: RHONDA L. BRAZZIER. This statement was filed with the County Clerk of Los Angeles County on 10/18/2013. The registrant(s) has (have) commenced to transact business under the fictitious business name or names listed above on 10/01/2013. NOTICE: This Fictitious Name Statement expires five years from the date it was filed in the office of the County Clerk. A new Fictitious Business Name Statement must be filed prior to that date. The filing of this statement does not of itself authorize the use in this state of a Fictitious Business Name in violation of the rights of another under Federal, State, or common law (See section 14411 et seq. Business and Professions Code)Publish: Mountain Views News <box>184 1451 349 1569</box>
notice-heading: FICTITIOUS BUSINESS NAME STATEMENT <box>10 1749 130 1756</box>
notice-pub-dates: Dates Pub: Oct. 19, 26, November 02, 09, 2013 <box>707 186 824 193</box>
notice-body: The following person(s) is (are) doing business as: LUNA'S BAKERY, 3910 E. FLORENCE AVE, BELL, CA 90201. Full name of registrant(s) is (are) FERNANDO HERNANDEZ GUTIERREZ, JOSE SALOMON HERNANDEZ GUTIERREZ, 3910 E. FLORENCE AVE, BELL, CA 90201. This Business is conducted by: A GENERAL PARTNERSHIP. Signed: FERNANDO HERNANDEZ GUTIERREZ. This statement was filed with the County Clerk of Los Angeles County on 10/23/2013. The registrant(s) has (have) commenced to transact business under the fictitious business name or names listed above on N/A. NOTICE: This Fictitious Name Statement expires five years from the date it was filed in the office of the County Clerk. A new Fictitious Business Name Statement must be filed prior to that date. The filing of this statement does not of itself authorize the use in this state of a Fictitious Business Name in violation of the rights of another under Federal, State, or common law (See section 14411 et seq. Business and Professions Code)Publish: Mountain Views News <box>10 1193 174 1317</box>
notice-body: The following person(s) is (are) doing business as: RAMON'S AUTO DETAIL & CARWASH MOBILE, 3303 1/2 W. 1st ST., L.A., CA 90004. Full name of registrant(s) is (are) JUAN RAMON MONTERROSA PINEDA, 3303 1/2 W. 1st ST., L.A., CA 90004. This Business is conducted by: AN INDIVIDUAL. Signed: JUAN RAMON MONTERROSA PINEDA. This statement was filed with the County Clerk of Los Angeles County on 10/24/2013. The registrant(s) has (have) commenced to transact business under the fictitious business name or names listed above on N/A. NOTICE: This Fictitious Name Statement expires five years from the date it was filed in the office of the County Clerk. A new Fictitious Business Name Statement must be filed prior to that date. The filing of this statement does not of itself authorize the use in this state of a Fictitious Business Name in violation of the rights of another under Federal, State, or common law (See section 14411 et seq. Business and Professions Code)Publish: Mountain Views News <box>358 212 523 329</box>
legal-notice <box>708 341 872 479</box>
legal-notice <box>184 1581 348 1712</box>
notice-body: The following person(s) JUN CHEN, has/have abandoned the use of the fictitious business name: RECHENG SERVICE CO., 223 E. GARVEY AVE, #238, MONTEREY PARK, CA 91754. The fictitious business name referred to above was filed on 08/18/2011, in the county of Los Angeles. The original file number of 20110914120. The business was conducted by: AN INDIVIDUAL. Signed: JUN CHEN. This statement was filed with the County Clerk of Los Angeles on 10/22/2013. The business information in this statement is true and correct. (A registrant who declares as true information which he or she knows to be false, is guilty of a crime.) Publish: Mountain Views News <box>533 743 698 819</box>
notice-pub-dates: Dates Pub: Oct. 26, November 02, 09, 16, 2013 <box>358 465 475 472</box>
notice-file-number: File No. 2013-222946 <box>358 1172 413 1179</box>
legal-notice <box>359 478 523 609</box>
notice-pub-dates: Dates Pub: Oct. 19, 26, November 02, 09, 2013 <box>533 1636 650 1643</box>
notice-pub-dates: Dates Pub: Oct. 19, 26, November 02, 09, 2013 <box>533 1213 650 1220</box>
notice-heading: FICTITIOUS BUSINESS NAME STATEMENT <box>358 1731 479 1738</box>
notice-file-number: File No. 2013-217513 <box>358 1458 413 1465</box>
notice-file-number: File No. 2013-216851 <box>707 68 762 75</box>
notice-heading: FICTITIOUS BUSINESS NAME STATEMENT <box>10 205 130 212</box>
notice-pub-dates: Dates Pub: Oct. 26, November 02, 09, 16, 2013 <box>184 881 301 888</box>
notice-heading: FICTITIOUS BUSINESS NAME STATEMENT <box>184 1029 304 1036</box>
notice-file-number: File No. 2013-225986 <box>184 756 239 763</box>
notice-body: The following person(s) is (are) doing business as: ROADRUNNERS, ROADRUNNERS, 1949 W. SLAUSON AVE., L.A., CA 90047. Full name of registrant(s) is (are) THOMAS JONES, 1949 W. SLAUSON AVE., L.A., CA 90047. This Business is conducted by: AN INDIVIDUAL. Signed: THOMAS JONES. This statement was filed with the County Clerk of Los Angeles County on 10/24/2013. The registrant(s) has (have) commenced to transact business under the fictitious business name or names listed above on 10/01/2013. NOTICE: This Fictitious Name Statement expires five years from the date it was filed in the office of the County Clerk. A new Fictitious Business Name Statement must be filed prior to that date. The filing of this statement does not of itself authorize the use in this state of a Fictitious Business Name in violation of the rights of another under Federal, State, or common law (See section 14411 et seq. Business and Professions Code)Publish: Mountain Views News <box>358 355 523 465</box>
notice-pub-dates: Dates Pub: Oct. 26, November 02, 09, 16, 2013 <box>533 458 650 465</box>
legal-notice <box>533 1648 697 1779</box>
notice-file-number: File No. 2013-216344 <box>533 1368 588 1375</box>
legal-notice <box>10 1036 174 1174</box>
notice-file-number: File No. 2013-222160 <box>358 68 413 75</box>
notice-heading: FICTITIOUS BUSINESS NAME STATEMENT <box>184 1301 304 1308</box>
notice-heading: FILE NO. 2013-220678 <box>533 722 592 729</box>
legal-notice <box>359 198 523 336</box>
notice-body: The following person(s) is (are) doing business as: MOUNA & ASSOCIATES, 1403 S. LAREAVE #33, PASADENA, CA 91101. Full name of registrant(s) is (are) DAVID MOUNA, 1919 1/4 FREMONTIA ST., SO. PASADENA, CA 91030. This Business is conducted by: AN INDIVIDUAL. Signed: DAVID MOUNA. This statement was filed with the County Clerk of Los Angeles County on 10/25/2013. The registrant(s) has (have) commenced to transact business under the fictitious business name or names listed above on 08/01/2013. NOTICE: This Fictitious Name Statement expires five years from the date it was filed in the office of the County Clerk. A new Fictitious Business Name Statement must be filed prior to that date. The filing of this statement does not of itself authorize the use in this state of a Fictitious Business Name in violation of the rights of another under Federal, State, or common law (See section 14411 et seq. Business and Professions Code)Publish: Mountain Views News <box>184 75 349 186</box>
notice-pub-dates: Dates Pub: Oct. 26, November 02, 09, 16, 2013 <box>184 1841 301 1848</box>
notice-heading: FICTITIOUS BUSINESS NAME STATEMENT <box>533 1225 653 1232</box>
notice-file-number: File No. 2013-220872 <box>358 620 413 627</box>
notice-heading: FICTITIOUS BUSINESS NAME STATEMENT <box>533 334 653 341</box>
notice-heading: FICTITIOUS BUSINESS NAME STATEMENT <box>358 198 479 205</box>
notice-file-number: File No. 2013-222687 <box>10 212 64 219</box>
notice-file-number: File No. 2013-221710 <box>358 205 413 212</box>
notice-heading: FICTITIOUS BUSINESS NAME STATEMENT <box>184 1165 304 1172</box>
legal-notice <box>708 1200 872 1262</box>
notice-file-number: File No. 2013-222176 <box>10 491 64 498</box>
legal-notice <box>533 831 697 935</box>
notice-file-number: File No. 2013-218424 <box>707 491 762 498</box>
notice-pub-dates: Dates Pub: Oct. 26, November 02, 09, 16, 2013 <box>358 1017 475 1024</box>
notice-heading: FICTITIOUS BUSINESS NAME STATEMENT <box>184 1717 304 1724</box>
notice-body: The following person(s) is (are) doing business as: ANABEKE EXPRESS, 10713 ELGERS ST., CERRITOS, CA 90703. Full name of registrant(s) is (are) ANGELA OFOEGBU, 10713 ELGERS ST., CERRITOS, CA 90703. This Business is conducted by: AN INDIVIDUAL. Signed: ANGELA OFOEGBU. This statement was filed with the County Clerk of Los Angeles County on 10/16/2013. The registrant(s) has (have) commenced to transact business under the fictitious business name or names listed above on N/A. NOTICE: This Fictitious Name Statement expires five years from the date it was filed in the office of the County Clerk. A new Fictitious Business Name Statement must be filed prior to that date. The filing of this statement does not of itself authorize the use in this state of a Fictitious Business Name in violation of the rights of another under Federal, State, or common law (See section 14411 et seq. Business and Professions Code)Publish: Mountain Views News <box>533 953 698 1063</box>
notice-pub-dates: Dates Pub: Oct. 26, November 02, 09, 16, 2013 <box>358 738 475 745</box>
notice-body: The following person(s) is (are) doing business as: KINGHOOD AUTO, KING HOOD, INC, 810 S. ATLANTIC BLVD #A, MONTEREY PARK, CA 91754. Full name of registrant(s) is (are) KING HOOD, INC, 810 S. ATLANTIC BLVD #A, MONTEREY PARK, CA 91754. This Business is conducted by: A CORPORATION. Signed: LIANG ZHENG. This statement was filed with the County Clerk of Los Angeles County on 10/24/2013. The registrant(s) has (have) commenced to transact business under the fictitious business name or names listed above on N/A. NOTICE: This Fictitious Name Statement expires five years from the date it was filed in the office of the County Clerk. A new Fictitious Business Name Statement must be filed prior to that date. The filing of this statement does not of itself authorize the use in this state of a Fictitious Business Name in violation of the rights of another under Federal, State, or common law (See section 14411 et seq. Business and Professions Code)Publish: Mountain Views News <box>10 75 174 193</box>
legal-notice <box>184 893 348 1024</box>
notice-heading: FICTITIOUS BUSINESS NAME STATEMENT <box>10 341 130 348</box>
legal-notice <box>184 478 348 609</box>
notice-heading: FICTITIOUS BUSINESS NAME STATEMENT <box>533 62 653 68</box>
notice-pub-dates: Dates Pub: Oct. 26, November 02, 09, 16, 2013 <box>358 1439 475 1446</box>
legal-notice <box>359 614 523 745</box>
notice-file-number: File No. 2013-222744 <box>184 68 239 75</box>
notice-pub-dates: Dates Pub: Oct. 26, November 02, 09, 16, 2013 <box>358 1303 475 1310</box>
notice-body: The following person(s) is (are) doing business as: MUNGUIA GIFT SHOP, 5077 E. GAGE, BELL, CA 90201. Full name of registrant(s) is (are) OSCAR JIMENEZ VILLALOBOS, 5230 FILMORE ST., BELL, CA 90201. This Business is conducted by: AN INDIVIDUAL. Signed: OSCAR JIMENEZ VILLALOBOS. This statement was filed with the County Clerk of Los Angeles County on 10/23/2013. The registrant(s) has (have) commenced to transact business under the fictitious business name or names listed above on N/A. NOTICE: This Fictitious Name Statement expires five years from the date it was filed in the office of the County Clerk. A new Fictitious Business Name Statement must be filed prior to that date. The filing of this statement does not of itself authorize the use in this state of a Fictitious Business Name in violation of the rights of another under Federal, State, or common law (See section 14411 et seq. Business and Professions Code)Publish: Mountain Views News <box>184 212 349 322</box>
column-1 <box>10 62 174 1922</box>
notice-pub-dates: Dates Pub: Oct. 26, November 02, 09, 16, 2013 <box>10 1874 126 1881</box>
notice-file-number: File No. 2013-220986 <box>533 341 588 348</box>
notice-heading: FILE NO. 2013-219274 <box>533 830 592 837</box>
notice-heading: FICTITIOUS BUSINESS NAME STATEMENT <box>707 620 828 627</box>
notice-pub-dates: Dates Pub: Oct. 26, November 02, 09, 16, 2013 <box>10 888 126 895</box>
legal-notice <box>10 484 174 622</box>
notice-heading: FICTITIOUS BUSINESS NAME STATEMENT <box>533 1505 653 1512</box>
notice-file-number: File No. 2013-221479 <box>10 1186 64 1193</box>
notice-pub-dates: Dates Pub: Oct. 26, November 02, 09, 16, 2013 <box>184 601 301 608</box>
notice-file-number: File No. 2013-216864 <box>707 770 762 777</box>
legal-notice <box>10 1750 174 1881</box>
notice-pub-dates: Dates Pub: Oct. 26, November 02, 09, 16, 2013 <box>10 1317 126 1324</box>
notice-body: The following person(s) is (are) doing business as: CATHOLIC & CO., 1200 ELM AVE, #2, SAN GABRIEL, CA 91776. Full name of registrant(s) is (are) VAULAP ALEXANDER CHAI, 11200 ELM AVE #2, SAN GABRIEL, CA 91776. This Business is conducted by: AN INDIVIDUAL. Signed: VAULAP ALEXANDER CHAI. This statement was filed with the County Clerk of Los Angeles County on 10/17/2013. The registrant(s) has (have) commenced to transact business under the fictitious business name or names listed above on N/A. NOTICE: This Fictitious Name Statement expires five years from the date it was filed in the office of the County Clerk. A new Fictitious Business Name Statement must be filed prior to that date. The filing of this statement does not of itself authorize the use in this state of a Fictitious Business Name in violation of the rights of another under Federal, State, or common law (See section 14411 et seq. Business and Professions Code)Publish: Mountain Views News <box>707 75 872 186</box>
legal-notice <box>708 62 872 193</box>
notice-heading: FICTITIOUS BUSINESS NAME STATEMENT <box>10 900 130 907</box>
notice-file-number: File No. 2013-214897 <box>707 920 762 927</box>
legal-notice <box>533 614 697 718</box>
notice-file-number: File No. 2013-213272 <box>707 348 762 355</box>
notice-body: The following person(s) is (are) doing business as: TOP SPEED AUTO REPAIR, 9650 HARVARD ST., BELLFLOWER, CA 90706. Full name of registrant(s) is (are) CLAUDIA PADILLA, ROBERTO PADILLA, 9650 HARVARD ST., BELLFLOWER, CA 90706. This Business is conducted by: A MARRIED COUPLE. Signed: CLAUDIA PADILLA. This statement was filed with the County Clerk of Los Angeles County on 10/25/2013. The registrant(s) has (have) commenced to transact business under the fictitious business name or names listed above on N/A. NOTICE: This Fictitious Name Statement expires five years from the date it was filed in the office of the County Clerk. A new Fictitious Business Name Statement must be filed prior to that date. The filing of this statement does not of itself authorize the use in this state of a Fictitious Business Name in violation of the rights of another under Federal, State, or common law (See section 14411 et seq. Business and Professions Code)Publish: Mountain Views News <box>358 1601 523 1719</box>
notice-body: The following person(s) is (are) doing business as: ONDAL JP RESTAURANT, 3630 W 6th ST. #101, L.A., CA 90020. Full name of registrant(s) is (are) NEWGRAND FOOD, LLC, 3630 W 6th ST. #101, L.A., CA 90020. This Business is conducted by: A LIMITED LIABILITY COMPANY. Signed: LLOYD KIM. This statement was filed with the County Clerk of Los Angeles County on 10/25/2013. The registrant(s) has (have) commenced to transact business under the fictitious business name or names listed above on 03/01/2009. NOTICE: This Fictitious Name Statement expires five years from the date it was filed in the office of the County Clerk. A new Fictitious Business Name Statement must be filed prior to that date. The filing of this statement does not of itself authorize the use in this state of a Fictitious Business Name in violation of the rights of another under Federal, State, or common law (See section 14411 et seq. Business and Professions Code)Publish: Mountain Views News <box>184 906 349 1017</box>
notice-heading: FICTITIOUS BUSINESS NAME STATEMENT <box>358 886 479 893</box>
notice-pub-dates: Dates Pub: Oct. 26, November 02, 09, 16, 2013 <box>184 1017 301 1024</box>
notice-heading: FICTITIOUS BUSINESS NAME STATEMENT <box>707 198 828 205</box>
column-4 <box>533 62 697 1922</box>
notice-heading: FICTITIOUS BUSINESS NAME STATEMENT <box>358 750 479 756</box>
notice-body: The following person(s) is (are) doing business as: BUSINESS SOLUTIONS GROUP, 8010 ARLINGTON AVE, RIVERSIDE, CA 92503. Full name of registrant(s) is (are) REGINALD PATTERSON, 19988 CHAMBERS AVE, RIVERSIDE, CA 92508. This Business is conducted by: AN INDIVIDUAL. Signed: REGINALD PATTERSON. This statement was filed with the County Clerk of Los Angeles County on 10/14/2013. The registrant(s) has (have) commenced to transact business under the fictitious business name or names listed above on 10/01/2013. NOTICE: This Fictitious Name Statement expires five years from the date it was filed in the office of the County Clerk. A new Fictitious Business Name Statement must be filed prior to that date. The filing of this statement does not of itself authorize the use in this state of a Fictitious Business Name in violation of the rights of another under Federal, State, or common law (See section 14411 et seq. Business and Professions Code)Publish: Mountain Views News <box>533 1518 698 1636</box>
notice-file-number: File No. 2013-218219 <box>707 205 762 212</box>
notice-pub-dates: Dates Pub: Oct. 26, November 02, 09, 16, 2013 <box>184 1569 301 1576</box>
notice-pub-dates: Dates Pub: Oct. 26, November 02, 09, 16, 2013 <box>10 1458 126 1465</box>
legal-notice <box>10 1179 174 1324</box>
legal-notice <box>533 1785 697 1916</box>
notice-pub-dates: Dates Pub: Oct. 19, 26, November 02, 09, 2013 <box>533 1493 650 1500</box>
notice-file-number: File No. 2013-221816 <box>184 1036 239 1043</box>
notice-heading: FICTITIOUS BUSINESS NAME STATEMENT <box>707 341 828 348</box>
notice-heading: FICTITIOUS BUSINESS NAME STATEMENT <box>358 341 479 348</box>
notice-heading: FICTITIOUS BUSINESS NAME STATEMENT <box>184 750 304 756</box>
notice-body: The following person(s) is (are) doing business as: SHINY BUBBLES HANDYMAN, 14155 HAWTHORNE BLVD, HAWTHORNE, CA 90250. Full name of registrant(s) is (are) CHRISTIAN ESPINOZA, 14155 HAWTHORNE BLVD, HAWTHORNE, CA 90250. This Business is conducted by: AN INDIVIDUAL. Signed: CHRISTIAN ESPINOZA. This statement was filed with the County Clerk of Los Angeles County on 10/22/2013. The registrant(s) has (have) commenced to transact business under the fictitious business name or names listed above on N/A. NOTICE: This Fictitious Name Statement expires five years from the date it was filed in the office of the County Clerk. A new Fictitious Business Name Statement must be filed prior to that date. The filing of this statement does not of itself authorize the use in this state of a Fictitious Business Name in violation of the rights of another under Federal, State, or common law (See section 14411 et seq. Business and Professions Code)Publish: Mountain Views News <box>358 900 523 1017</box>
notice-heading: FICTITIOUS BUSINESS NAME STATEMENT <box>184 198 304 205</box>
legal-notice <box>533 1505 697 1643</box>
notice-body: The following person(s) is (are) doing business as: XCHANGE FINANCIAL SERVICE, 6210 WILSHIRE BLVD #208, L.A., CA 90048. Full name of registrant(s) is (are) JOSE CASTILLO, 6210 WILSHIRE BLVD #208, L.A., CA 90048. This Business is conducted by: AN INDIVIDUAL. Signed: JOSE CASTILLO. This statement was filed with the County Clerk of Los Angeles County on 10/25/2013. The registrant(s) has (have) commenced to transact business under the fictitious business name or names listed above on N/A. NOTICE: This Fictitious Name Statement expires five years from the date it was filed in the office of the County Clerk. A new Fictitious Business Name Statement must be filed prior to that date. The filing of this statement does not of itself authorize the use in this state of a Fictitious Business Name in violation of the rights of another under Federal, State, or common law (See section 14411 et seq. Business and Professions Code)Publish: Mountain Views News <box>533 212 698 322</box>
notice-pub-dates: Dates Pub: Oct. 26, November 02, 09, 16, 2013 <box>184 1289 301 1296</box>
notice-heading: FICTITIOUS BUSINESS NAME STATEMENT <box>707 62 828 68</box>
notice-file-number: File No. 2013-219502 <box>10 634 64 641</box>
legal-notice <box>359 1166 523 1311</box>
notice-body: The following person(s) is (are) doing business as: AQUAWAX EXPRESS CARWASH, 1510 S. LA BREA AVE., L.A., CA 90019. Full name of registrant(s) is (are) SIMON HAFIZ KARKAFI, 921 MILES AVE., L.A., CA 90014, MICHAEL JAMES ANGLETTI, 8135 E. SANTA BARBARA DR., MANHATTAN BEACH, CA 90266. This Business is conducted by: A GENERAL PARTNERSHIP. Signed: SIMON HAFIZ KARKAFI. This statement was filed with the County Clerk of Los Angeles County on 10/11/2013. The registrant(s) has (have) commenced to transact business under the fictitious business name or names listed above on N/A. NOTICE: This Fictitious Name Statement expires five years from the date it was filed in the office of the County Clerk. A new Fictitious Business Name Statement must be filed prior to that date. The filing of this statement does not of itself authorize the use in this state of a Fictitious Business Name in violation of the rights of another under Federal, State, or common law (See section 14411 et seq. Business and Professions Code)Publish: Mountain Views News <box>533 1089 698 1213</box>
notice-pub-dates: Dates Pub: Oct. 19, 26, November 02, 09, 2013 <box>533 1908 650 1915</box>
legal-notice <box>359 1029 523 1160</box>
notice-file-number: File No. 2013-215756 <box>533 946 588 953</box>
notice-heading: FICTITIOUS BUSINESS NAME STATEMENT <box>707 913 828 920</box>
legal-notice <box>533 334 697 465</box>
